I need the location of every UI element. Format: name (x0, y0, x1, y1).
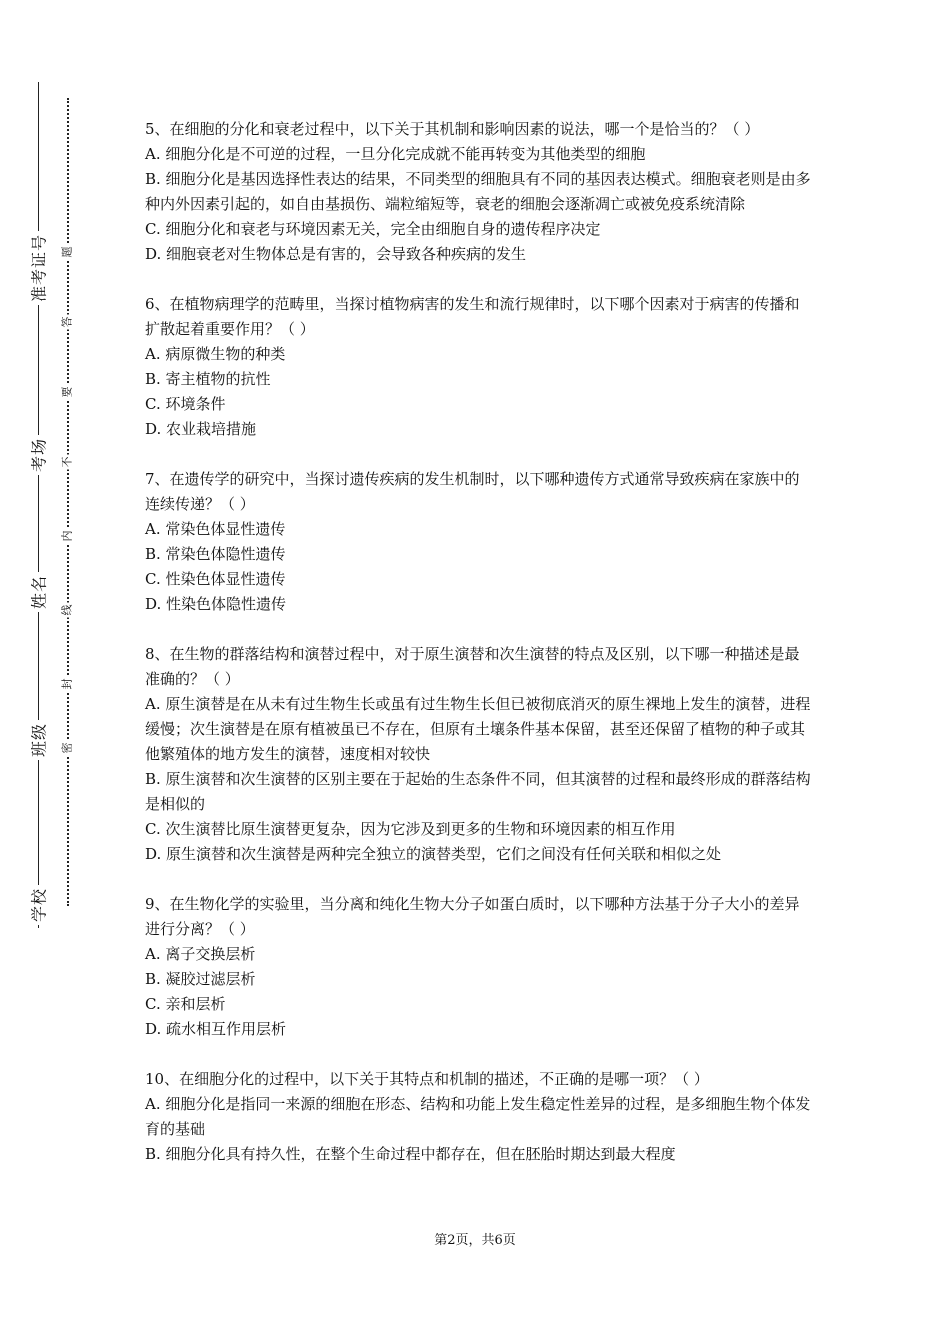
option-c: C. 亲和层析 (145, 995, 226, 1013)
option-d: D. 细胞衰老对生物体总是有害的，会导致各种疾病的发生 (145, 245, 527, 263)
option-d: D. 农业栽培措施 (145, 420, 257, 438)
option-d: D. 疏水相互作用层析 (145, 1020, 287, 1038)
school-label: 学校 (27, 885, 50, 925)
option-a: A. 离子交换层析 (145, 945, 256, 963)
question-stem: 6、在植物病理学的范畴里，当探讨植物病害的发生和流行规律时，以下哪个因素对于病害的传播和扩散起着重要作用？（ ） (145, 295, 800, 338)
question-6 (145, 292, 813, 442)
option-b: B. 细胞分化是基因选择性表达的结果，不同类型的细胞具有不同的基因表达模式。细胞衰老则是由多种内外因素引起的，如自由基损伤、端粒缩短等，衰老的细胞会逐渐凋亡或被免疫系统清除 (145, 170, 811, 213)
option-a: A. 原生演替是在从未有过生物生长或虽有过生物生长但已被彻底消灭的原生裸地上发生的演替，进程缓慢；次生演替是在原有植被虽已不存在，但原有土壤条件基本保留，甚至还保留了植物的种子或其他繁殖体的地方发生的演替，速度相对较快 (145, 695, 811, 763)
option-b: B. 凝胶过滤层析 (145, 970, 256, 988)
option-c: C. 次生演替比原生演替更复杂，因为它涉及到更多的生物和环境因素的相互作用 (145, 820, 676, 838)
option-b: B. 常染色体隐性遗传 (145, 545, 286, 563)
option-c: C. 细胞分化和衰老与环境因素无关，完全由细胞自身的遗传程序决定 (145, 220, 601, 238)
name-label: 姓名 (27, 572, 50, 612)
question-stem: 10、在细胞分化的过程中，以下关于其特点和机制的描述，不正确的是哪一项？（ ） (145, 1070, 709, 1088)
exam-room-label: 考场 (27, 435, 50, 475)
option-a: A. 常染色体显性遗传 (145, 520, 286, 538)
option-b: B. 原生演替和次生演替的区别主要在于起始的生态条件不同，但其演替的过程和最终形成的群落结构是相似的 (145, 770, 811, 813)
option-d: D. 原生演替和次生演替是两种完全独立的演替类型，它们之间没有任何关联和相似之处 (145, 845, 722, 863)
option-b: B. 寄主植物的抗性 (145, 370, 271, 388)
question-5 (145, 117, 813, 267)
question-stem: 5、在细胞的分化和衰老过程中，以下关于其机制和影响因素的说法，哪一个是恰当的？（ ） (145, 120, 760, 138)
exam-id-label: 准考证号 (27, 231, 50, 305)
option-c: C. 性染色体显性遗传 (145, 570, 286, 588)
question-10 (145, 1067, 813, 1167)
binding-dotted-line (67, 98, 69, 906)
option-d: D. 性染色体隐性遗传 (145, 595, 287, 613)
class-label: 班级 (27, 720, 50, 760)
question-stem: 8、在生物的群落结构和演替过程中，对于原生演替和次生演替的特点及区别，以下哪一种描述是最准确的？（ ） (145, 645, 800, 688)
option-a: A. 细胞分化是不可逆的过程，一旦分化完成就不能再转变为其他类型的细胞 (145, 145, 646, 163)
page-number: 第2页，共6页 (434, 1233, 516, 1248)
option-a: A. 细胞分化是指同一来源的细胞在形态、结构和功能上发生稳定性差异的过程，是多细胞生物个体发育的基础 (145, 1095, 811, 1138)
option-b: B. 细胞分化具有持久性，在整个生命过程中都存在，但在胚胎时期达到最大程度 (145, 1145, 676, 1163)
question-list (145, 117, 813, 1192)
option-c: C. 环境条件 (145, 395, 226, 413)
question-7 (145, 467, 813, 617)
question-8 (145, 642, 813, 867)
binding-solid-line (38, 82, 39, 928)
question-stem: 9、在生物化学的实验里，当分离和纯化生物大分子如蛋白质时，以下哪种方法基于分子大小的差异进行分离？（ ） (145, 895, 800, 938)
question-stem: 7、在遗传学的研究中，当探讨遗传疾病的发生机制时，以下哪种遗传方式通常导致疾病在家族中的连续传递？（ ） (145, 470, 800, 513)
option-a: A. 病原微生物的种类 (145, 345, 286, 363)
question-9 (145, 892, 813, 1042)
